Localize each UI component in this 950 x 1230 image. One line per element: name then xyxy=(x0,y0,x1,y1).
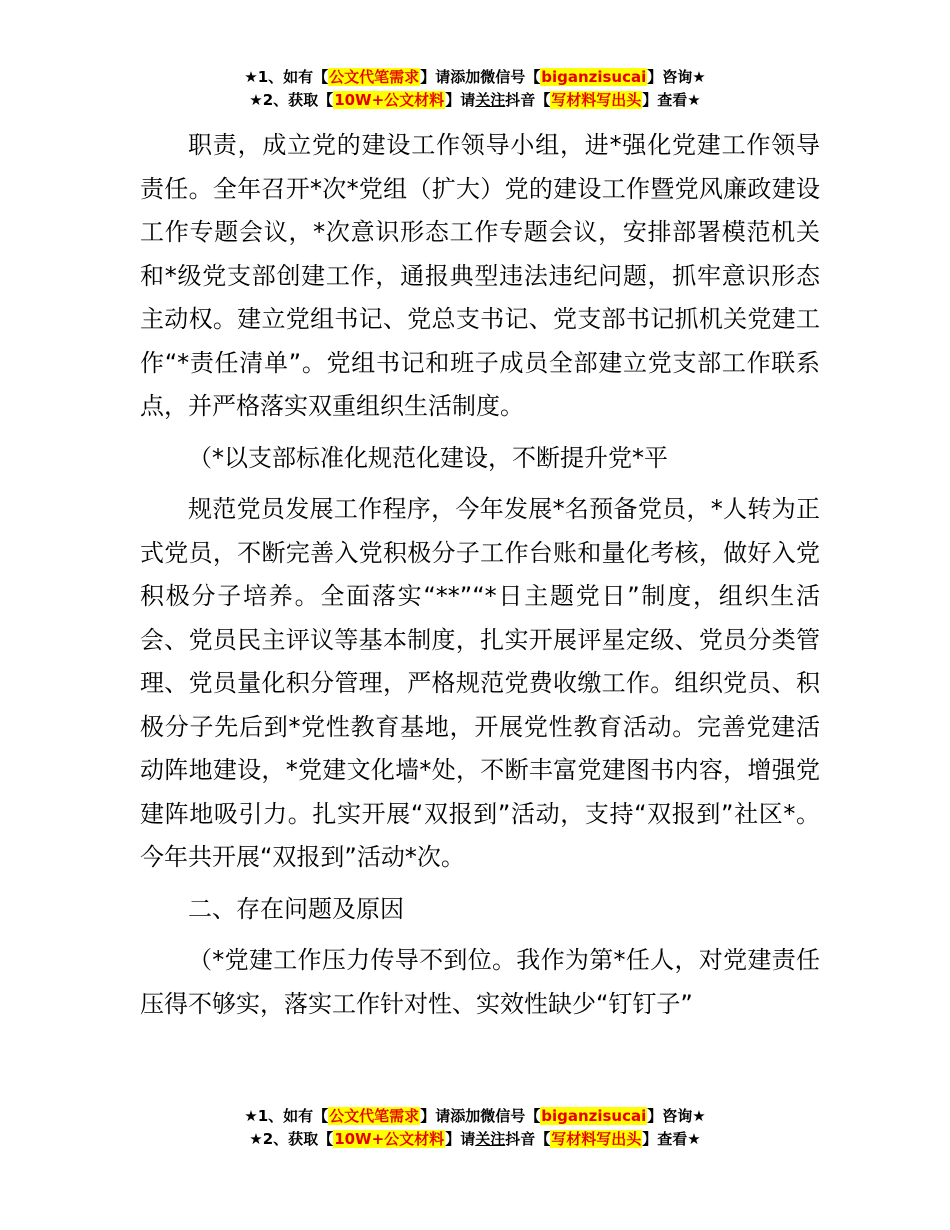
banner-underline: 关注 xyxy=(475,1130,506,1148)
banner-line-2 xyxy=(0,1128,950,1151)
banner-line-1 xyxy=(0,66,950,89)
paragraph: （*党建工作压力传导不到位。我作为第*任人，对党建责任压得不够实，落实工作针对性、实效性缺少“钉钉子” xyxy=(140,946,820,1018)
banner-text: 】查看★ xyxy=(642,91,701,109)
banner-text: 】咨询★ xyxy=(647,1107,706,1125)
banner-highlight: 公文代笔需求 xyxy=(329,68,420,86)
banner-text: ★1、如有【 xyxy=(244,1107,329,1125)
footer-banner xyxy=(0,1105,950,1151)
banner-text: ★1、如有【 xyxy=(244,68,329,86)
banner-highlight-douyin: 写材料写出头 xyxy=(551,91,642,109)
banner-text: 抖音【 xyxy=(505,1130,551,1148)
document-body xyxy=(140,124,820,1026)
paragraph: 规范党员发展工作程序，今年发展*名预备党员，*人转为正式党员，不断完善入党积极分子工作台账和量化考核，做好入党积极分子培养。全面落实“**”“*日主题党日”制度，组织生活会、党员民主评议等基本制度，扎实开展评星定级、党员分类管理、党员量化积分管理，严格规范党费收缴工作。组织党员、积极分子先后到*党性教育基地，开展党性教育活动。完善党建活动阵地建设，*党建文化墙*处，不断丰富党建图书内容，增强党建阵地吸引力。扎实开展“双报到”活动，支持“双报到”社区*。今年共开展“双报到”活动*次。 xyxy=(140,495,820,871)
banner-text: 】请 xyxy=(445,91,476,109)
banner-text: 】请 xyxy=(445,1130,476,1148)
banner-highlight-wechat-id: biganzisucai xyxy=(541,68,647,86)
paragraph: 职责，成立党的建设工作领导小组，进*强化党建工作领导责任。全年召开*次*党组（扩大）党的建设工作暨党风廉政建设工作专题会议，*次意识形态工作专题会议，安排部署模范机关和*级党支部创建工作，通报典型违法违纪问题，抓牢意识形态主动权。建立党组书记、党总支书记、党支部书记抓机关党建工作“*责任清单”。党组书记和班子成员全部建立党支部工作联系点，并严格落实双重组织生活制度。 xyxy=(140,131,820,420)
banner-text: 】查看★ xyxy=(642,1130,701,1148)
banner-highlight: 公文代笔需求 xyxy=(329,1107,420,1125)
banner-highlight-wechat-id: biganzisucai xyxy=(541,1107,647,1125)
banner-text: 抖音【 xyxy=(505,91,551,109)
header-banner xyxy=(0,66,950,112)
banner-text: ★2、获取【 xyxy=(249,1130,334,1148)
banner-highlight: 10W+公文材料 xyxy=(334,91,445,109)
section-heading: （*以支部标准化规范化建设，不断提升党*平 xyxy=(188,443,668,472)
banner-highlight-douyin: 写材料写出头 xyxy=(551,1130,642,1148)
banner-highlight: 10W+公文材料 xyxy=(334,1130,445,1148)
banner-line-1 xyxy=(0,1105,950,1128)
banner-text: 】请添加微信号【 xyxy=(420,68,541,86)
banner-underline: 关注 xyxy=(475,91,506,109)
banner-line-2 xyxy=(0,89,950,112)
banner-text: 】咨询★ xyxy=(647,68,706,86)
section-heading: 二、存在问题及原因 xyxy=(188,894,404,923)
banner-text: 】请添加微信号【 xyxy=(420,1107,541,1125)
banner-text: ★2、获取【 xyxy=(249,91,334,109)
